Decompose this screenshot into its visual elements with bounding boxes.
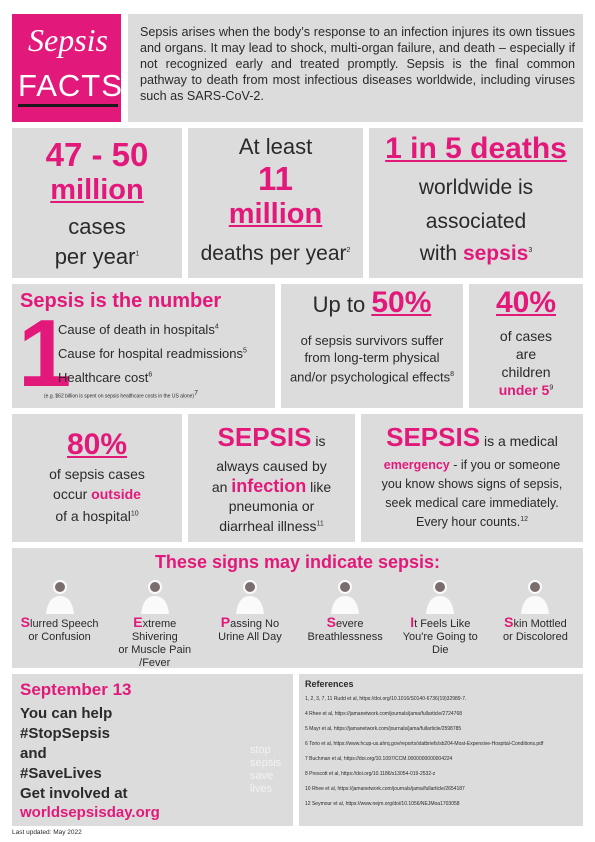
children-number: 40% <box>495 286 557 319</box>
emergency-panel <box>361 414 583 542</box>
emergency-line4: seek medical care immediately. <box>385 496 559 510</box>
signs-panel <box>12 548 583 668</box>
outside-number: 80% <box>66 428 128 461</box>
number-one-digit: 1 <box>18 300 72 407</box>
cta-date: September 13 <box>20 680 132 699</box>
children-line1: of cases <box>499 328 553 344</box>
infection-line4: pneumonia or <box>228 498 315 514</box>
reference-item[interactable]: 7 Buchman et al, https://doi.org/10.1097/CCM.0000000000004224 <box>305 756 453 762</box>
outside-line3: of a hospital$^{10}$ <box>55 508 139 524</box>
references-panel <box>299 674 583 826</box>
cases-number: 47 - 50 <box>45 136 149 173</box>
deaths-pre: At least <box>238 134 313 159</box>
sign-item <box>107 578 202 668</box>
number-one-title: Sepsis is the number <box>20 290 222 312</box>
cases-panel <box>12 128 182 278</box>
cta-line3: and <box>20 745 47 762</box>
fifth-line1: worldwide is <box>418 176 534 199</box>
references-list <box>305 696 579 816</box>
logo-title: Sepsis <box>28 22 108 58</box>
sign-item <box>298 578 393 668</box>
outside-panel <box>12 414 182 542</box>
references-title: References <box>305 679 354 689</box>
intro-panel <box>128 14 583 122</box>
sign-item <box>202 578 297 668</box>
cta-hashtag1: #StopSepsis <box>20 725 111 742</box>
reference-item[interactable]: 5 Mayr et al, https://jamanetwork.com/journals/jama/fullarticle/2598785 <box>305 726 462 732</box>
children-line3: children <box>501 364 551 380</box>
cta-line1: You can help <box>20 705 113 722</box>
fifth-headline: 1 in 5 deaths <box>385 132 567 165</box>
outside-line1: of sepsis cases <box>49 466 145 482</box>
sign-label: Skin Mottled or Discolored <box>503 614 568 643</box>
person-icon <box>135 578 175 614</box>
logo-block <box>12 14 121 122</box>
person-icon <box>40 578 80 614</box>
sign-label: Severe Breathlessness <box>307 614 383 643</box>
number-one-item: Cause for hospital readmissions$^5$ <box>58 346 247 361</box>
reference-item[interactable]: 1, 2, 3, 7, 11 Rudd et al, https://doi.org/10.1016/S0140-6736(19)32989-7. <box>305 696 467 702</box>
number-one-panel <box>12 284 275 408</box>
sign-label: Passing No Urine All Day <box>218 614 282 643</box>
reference-item[interactable]: 6 Torio et al, https://www.hcup-us.ahrq.gov/reports/statbriefs/sb204-Most-Expensive-Hospital-Conditions.pdf <box>305 741 544 747</box>
fifth-line3: with sepsis$^3$ <box>419 242 533 265</box>
deaths-number: 11 <box>258 160 293 197</box>
infection-panel <box>188 414 355 542</box>
person-icon <box>325 578 365 614</box>
emergency-line5: Every hour counts.$^{12}$ <box>415 515 528 529</box>
fifth-panel <box>369 128 583 278</box>
sign-label: Extreme Shivering or Muscle Pain /Fever <box>118 614 192 668</box>
cta-line5: Get involved at <box>20 785 128 802</box>
person-icon <box>420 578 460 614</box>
reference-item[interactable]: 12 Seymour et al, https://www.nejm.org/doi/10.1056/NEJMoa1703058 <box>305 801 460 807</box>
signs-title: These signs may indicate sepsis: <box>154 552 441 572</box>
reference-item[interactable]: 4 Rhee et al, https://jamanetwork.com/journals/jama/fullarticle/2724768 <box>305 711 463 717</box>
cases-unit: million <box>50 174 144 206</box>
person-icon <box>230 578 270 614</box>
emergency-headline: SEPSIS is a medical <box>386 422 558 452</box>
sign-label: It Feels Like You're Going to Die <box>402 614 478 656</box>
survivors-headline: Up to 50% <box>312 286 432 319</box>
cta-panel <box>12 674 293 826</box>
survivors-panel <box>281 284 463 408</box>
sign-item <box>488 578 583 668</box>
watermark-text: stop sepsis save lives <box>250 744 282 795</box>
number-one-footnote: (e.g. $62 billion is spent on sepsis healthcare costs in the US alone)$^7$ <box>44 390 198 400</box>
children-panel <box>469 284 583 408</box>
children-line2: are <box>515 346 537 362</box>
infection-line3: an infection like <box>211 476 332 496</box>
intro-text: Sepsis arises when the body’s response to an infection injures its own tissues and organs. It may lead to shock, multi-organ failure, and death – especially if not recognized early and treated promptly. Sepsis is the final common pathway to death from most infectious diseases worldwide, including viruses such as SARS-CoV-2. <box>140 25 575 103</box>
person-icon <box>515 578 555 614</box>
infection-line2: always caused by <box>216 458 327 474</box>
infection-headline: SEPSIS is <box>217 422 326 452</box>
sign-item <box>393 578 488 668</box>
number-one-item: Cause of death in hospitals$^4$ <box>58 322 219 337</box>
survivors-text: of sepsis survivors suffer from long-term physical and/or psychological effects$^8$ <box>289 333 455 385</box>
emergency-line3: you know shows signs of sepsis, <box>381 477 563 491</box>
emergency-line2: emergency - if you or someone <box>383 458 561 472</box>
deaths-panel <box>188 128 363 278</box>
logo-subtitle: FACTS <box>18 68 118 107</box>
signs-row <box>12 578 583 668</box>
outside-line2: occur outside <box>53 486 141 502</box>
deaths-line: deaths per year$^2$ <box>200 242 351 265</box>
cta-url[interactable]: worldsepsisday.org <box>20 804 160 821</box>
last-updated: Last updated: May 2022 <box>12 829 82 836</box>
number-one-item: Healthcare cost$^6$ <box>58 370 153 385</box>
infection-line5: diarrheal illness$^{11}$ <box>219 518 324 534</box>
fifth-line2: associated <box>425 210 527 233</box>
cases-line2: per year$^1$ <box>54 244 140 269</box>
cases-line1: cases <box>68 214 126 239</box>
reference-item[interactable]: 8 Prescott et al, https://doi.org/10.1186/s13054-019-2532-z <box>305 771 436 777</box>
deaths-unit: million <box>228 198 323 230</box>
children-line4: under $5^9$ <box>498 382 554 398</box>
reference-item[interactable]: 10 Rhee et al, https://jamanetwork.com/journals/jama/fullarticle/2654187 <box>305 786 465 792</box>
sign-item <box>12 578 107 668</box>
sign-label: Slurred Speech or Confusion <box>20 614 99 643</box>
cta-hashtag2: #SaveLives <box>20 765 102 782</box>
